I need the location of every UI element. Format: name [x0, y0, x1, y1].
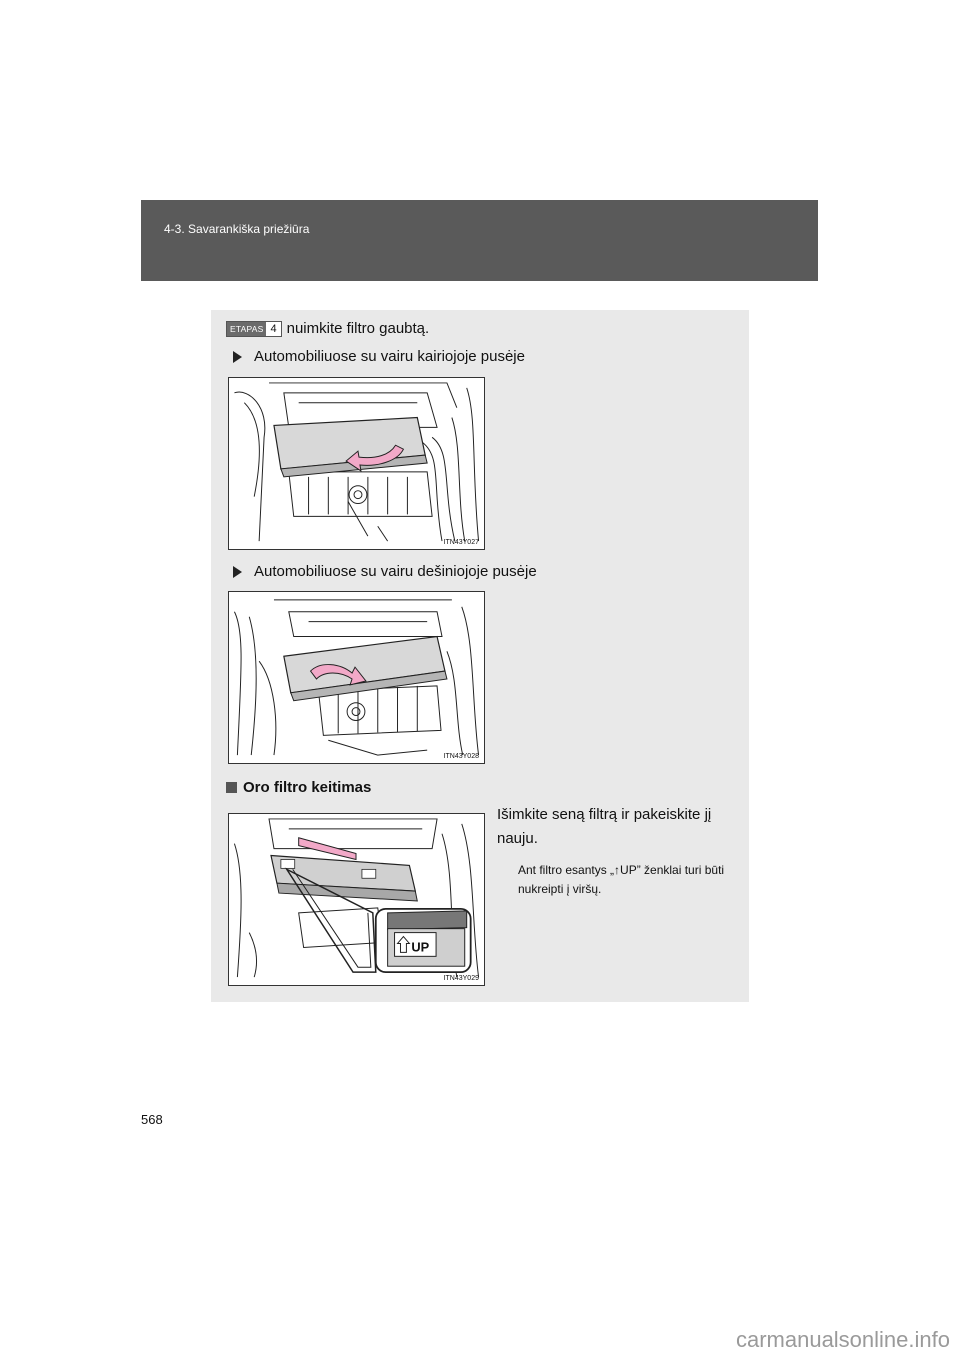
step-badge — [226, 321, 282, 337]
filter-cover-shape — [274, 418, 427, 477]
step-line — [226, 320, 429, 337]
filter-cover-illustration-lhd — [229, 378, 484, 549]
bullet-text: Automobiliuose su vairu dešiniojoje pusėje — [254, 563, 537, 580]
filter-cover-shape — [284, 636, 447, 700]
step-text: nuimkite filtro gaubtą. — [286, 320, 430, 337]
figure-lhd-filter-cover — [228, 377, 485, 550]
figure-code: ITN43Y029 — [443, 975, 479, 982]
instruction-text: Išimkite seną filtrą ir pakeiskite jį nauju. — [497, 806, 712, 847]
page-number: 568 — [141, 1112, 163, 1127]
triangle-bullet-icon — [233, 351, 242, 363]
filter-cover-illustration-rhd — [229, 592, 484, 763]
bullet-text: Automobiliuose su vairu kairiojoje pusėje — [254, 348, 525, 365]
header-band — [141, 200, 818, 281]
square-bullet-icon — [226, 782, 237, 793]
figure-filter-replacement — [228, 813, 485, 986]
figure-rhd-filter-cover — [228, 591, 485, 764]
up-label-zoom — [376, 909, 471, 972]
section-title — [226, 779, 371, 796]
up-label: UP — [411, 939, 430, 955]
bullet-right-hand-drive — [233, 563, 537, 580]
footer-watermark: carmanualsonline.info — [735, 1327, 950, 1352]
section-header: 4-3. Savarankiška priežiūra — [164, 222, 310, 236]
step-badge-number: 4 — [270, 322, 277, 335]
section-title-text: Oro filtro keitimas — [243, 779, 372, 796]
figure-code: ITN43Y027 — [443, 539, 479, 546]
bullet-left-hand-drive — [233, 348, 525, 365]
instruction-note: Ant filtro esantys „↑UP” ženklai turi būti nukreipti į viršų. — [518, 863, 725, 896]
triangle-bullet-icon — [233, 566, 242, 578]
step-badge-word: ETAPAS — [227, 322, 266, 336]
filter-replacement-illustration — [229, 814, 484, 985]
figure-code: ITN43Y028 — [443, 753, 479, 760]
